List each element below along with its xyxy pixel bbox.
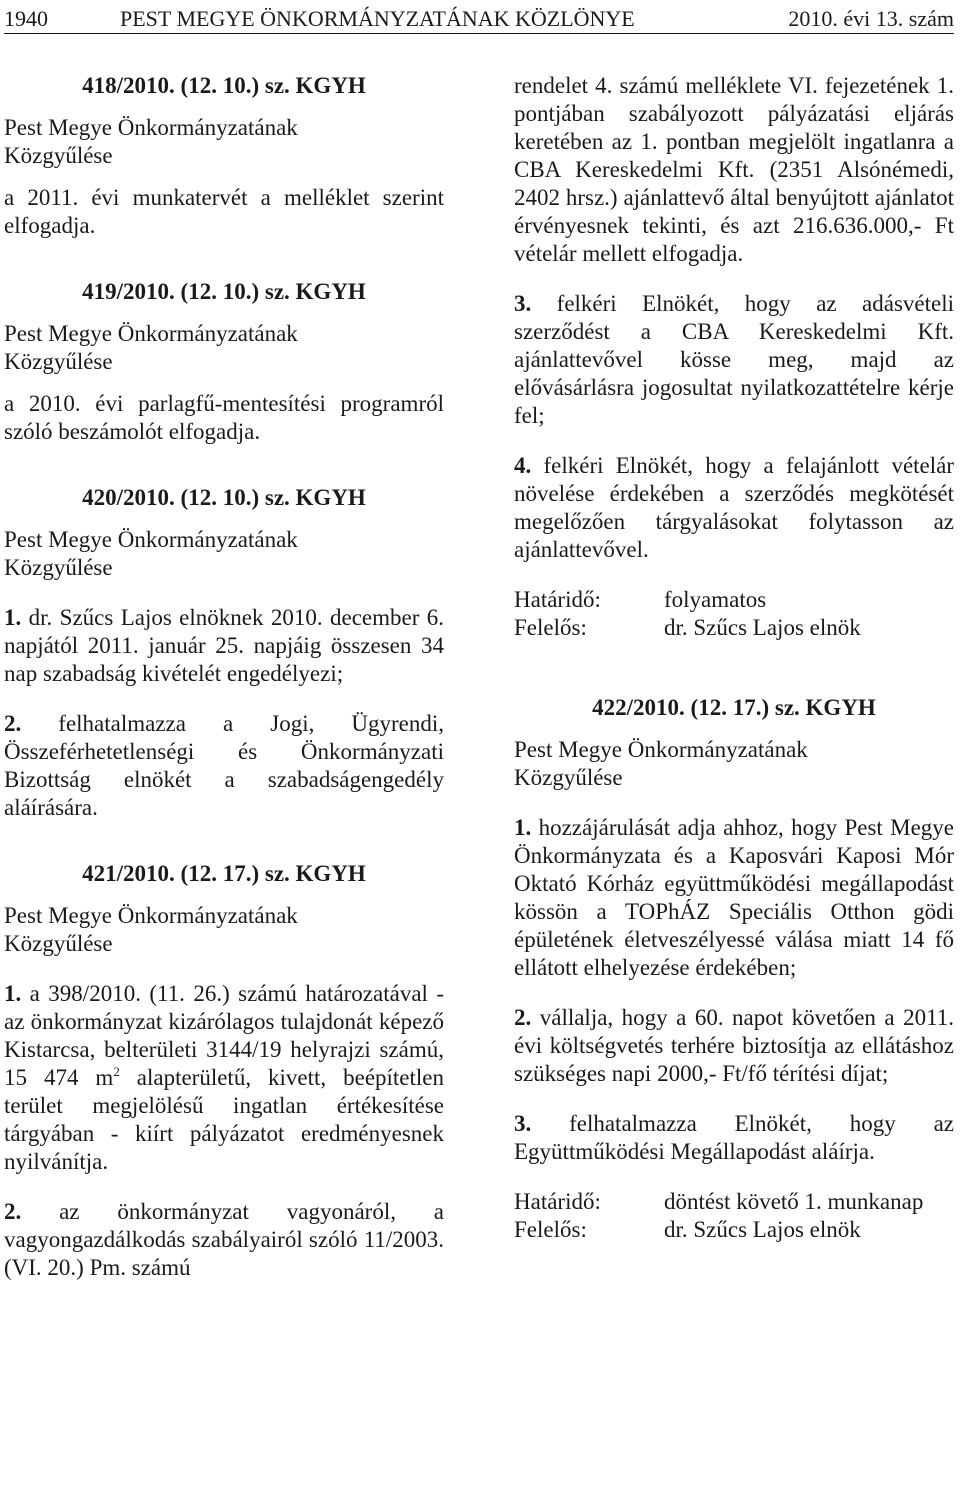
resolution-item-3 <box>514 290 954 430</box>
resolution-item-1 <box>4 980 444 1176</box>
deadline-label: Határidő: <box>514 1189 601 1214</box>
resolution-item-1 <box>514 814 954 982</box>
item-text: az önkormányzat vagyonáról, a vagyongazdálkodás szabályairól szóló 11/2003. (VI. 20.) Pm. számú <box>4 1199 444 1280</box>
resolution-418 <box>4 72 444 240</box>
responsible-label: Felelős: <box>514 615 587 640</box>
issuer-line-1: Pest Megye Önkormányzatának <box>4 903 298 928</box>
issuer-line-2: Közgyűlése <box>514 765 623 790</box>
square-meter-superscript: 2 <box>113 1064 120 1079</box>
issuer-line-1: Pest Megye Önkormányzatának <box>4 321 298 346</box>
deadline-row <box>514 1188 954 1216</box>
item-text: dr. Szűcs Lajos elnöknek 2010. december 6. napjától 2011. január 25. napjáig összesen 34 nap szabadság kivételét engedélyezi; <box>4 605 445 686</box>
item-number: 3. <box>514 1111 532 1136</box>
deadline-value: döntést követő 1. munkanap <box>664 1189 924 1214</box>
resolution-heading: 420/2010. (12. 10.) sz. KGYH <box>82 485 366 510</box>
deadline-row <box>514 586 954 614</box>
resolution-421-continued <box>514 72 954 642</box>
responsible-row <box>514 1216 954 1244</box>
item-number: 1. <box>4 605 22 630</box>
resolution-item-1 <box>4 604 444 688</box>
item-number: 2. <box>4 1199 22 1224</box>
issuer-line-1: Pest Megye Önkormányzatának <box>4 527 298 552</box>
right-column <box>514 72 954 1244</box>
issuer-line-2: Közgyűlése <box>4 931 113 956</box>
issuer-line-1: Pest Megye Önkormányzatának <box>514 737 808 762</box>
responsible-value: dr. Szűcs Lajos elnök <box>664 1217 861 1242</box>
page-header <box>4 6 954 36</box>
resolution-item-3 <box>514 1110 954 1166</box>
deadline-label: Határidő: <box>514 587 601 612</box>
item-text: vállalja, hogy a 60. napot követően a 2011. évi költségvetés terhére biztosítja az ellátáshoz szükséges napi 2000,- Ft/fő térítési díjat; <box>514 1005 955 1086</box>
continued-text: rendelet 4. számú melléklete VI. fejezetének 1. pontjában szabályozott pályázatási eljárás keretében az 1. pontban megjelölt ingatlanra a CBA Kereskedelmi Kft. (2351 Alsónémedi, 2402 hrsz.) ajánlattevő által benyújtott ajánlatot érvényesnek tekinti, és azt 216.636.000,- Ft vételár mellett elfogadja. <box>514 73 954 266</box>
page-number: 1940 <box>4 6 48 31</box>
issue-number: 2010. évi 13. szám <box>788 6 954 31</box>
issuer-line-2: Közgyűlése <box>4 349 113 374</box>
deadline-value: folyamatos <box>664 587 767 612</box>
resolution-item-2 <box>4 710 444 822</box>
resolution-420 <box>4 484 444 822</box>
journal-title: PEST MEGYE ÖNKORMÁNYZATÁNAK KÖZLÖNYE <box>120 6 635 31</box>
item-text-part-1: a 398/2010. (11. 26.) számú határozatával - az önkormányzat kizárólagos tulajdonát képező Kistarcsa, belterületi 3144/19 helyrajzi számú, 15 474 m <box>4 981 445 1090</box>
resolution-421 <box>4 860 444 1282</box>
resolution-heading: 419/2010. (12. 10.) sz. KGYH <box>82 279 366 304</box>
resolution-body: a 2010. évi parlagfű-mentesítési programról szóló beszámolót elfogadja. <box>4 391 444 444</box>
resolution-item-4 <box>514 452 954 564</box>
item-text-part-2: alapterületű, kivett, beépítetlen terület megjelölésű ingatlan értékesítése tárgyában - kiírt pályázatot eredményesnek nyilvánítja. <box>4 1065 445 1174</box>
resolution-item-2 <box>4 1198 444 1282</box>
left-column <box>4 72 444 1282</box>
item-number: 2. <box>514 1005 532 1030</box>
resolution-item-2 <box>514 1004 954 1088</box>
item-text: felkéri Elnökét, hogy a felajánlott vételár növelése érdekében a szerződés megkötését megelőzően tárgyalásokat folytasson az ajánlattevővel. <box>514 453 955 562</box>
resolution-heading: 421/2010. (12. 17.) sz. KGYH <box>82 861 366 886</box>
item-number: 3. <box>514 291 532 316</box>
resolution-heading: 422/2010. (12. 17.) sz. KGYH <box>592 695 876 720</box>
item-number: 1. <box>4 981 22 1006</box>
item-text: felkéri Elnökét, hogy az adásvételi szerződést a CBA Kereskedelmi Kft. ajánlattevővel kösse meg, majd az elővásárlásra jogosultat nyilatkozattételre kérje fel; <box>514 291 954 428</box>
item-number: 1. <box>514 815 532 840</box>
issuer-line-1: Pest Megye Önkormányzatának <box>4 115 298 140</box>
responsible-value: dr. Szűcs Lajos elnök <box>664 615 861 640</box>
item-number: 4. <box>514 453 532 478</box>
resolution-body: a 2011. évi munkatervét a melléklet szerint elfogadja. <box>4 185 444 238</box>
issuer-line-2: Közgyűlése <box>4 143 113 168</box>
item-text: felhatalmazza Elnökét, hogy az Együttműködési Megállapodást aláírja. <box>514 1111 954 1164</box>
item-text: hozzájárulását adja ahhoz, hogy Pest Megye Önkormányzata és a Kaposvári Kaposi Mór Oktató Kórház együttműködési megállapodást kössön a TOPhÁZ Speciális Otthon gödi épületének életveszélyessé válása miatt 14 fő ellátott elhelyezése érdekében; <box>514 815 955 980</box>
resolution-419 <box>4 278 444 446</box>
header-rule <box>4 33 954 34</box>
responsible-row <box>514 614 954 642</box>
issuer-line-2: Közgyűlése <box>4 555 113 580</box>
item-number: 2. <box>4 711 22 736</box>
responsible-label: Felelős: <box>514 1217 587 1242</box>
item-text: felhatalmazza a Jogi, Ügyrendi, Összeférhetetlenségi és Önkormányzati Bizottság elnökét a szabadságengedély aláírására. <box>4 711 444 820</box>
resolution-heading: 418/2010. (12. 10.) sz. KGYH <box>82 73 366 98</box>
resolution-422 <box>514 694 954 1244</box>
